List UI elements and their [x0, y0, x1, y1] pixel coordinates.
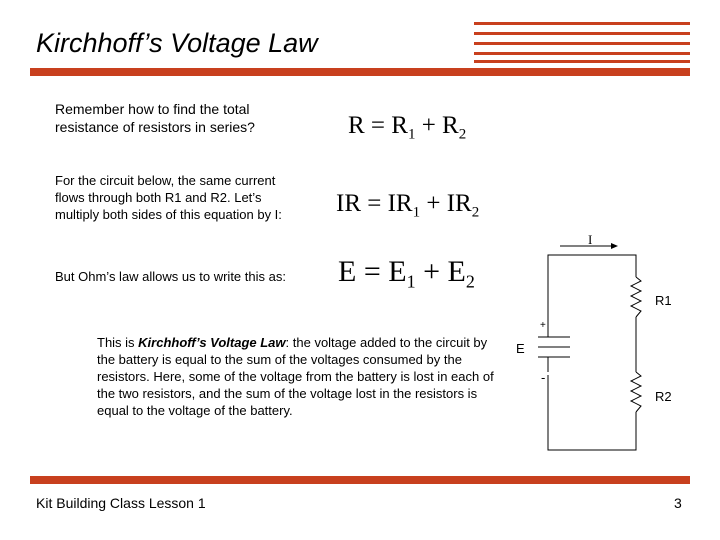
question-ohms-law: But Ohm’s law allows us to write this as: — [55, 269, 286, 284]
page-number: 3 — [674, 495, 682, 511]
explanation-paragraph: This is Kirchhoff’s Voltage Law: the voltage added to the circuit by the battery is equal to the sum of the voltages consumed by the resistors. Here, some of the voltage from the battery is lost in each of the two resistors, and the sum of the voltage lost in the resistors is equal to the voltage of the battery. — [97, 335, 494, 418]
battery-plus-label: + — [540, 320, 546, 331]
question-multiply-current: For the circuit below, the same current flows through both R1 and R2. Let’s multiply both sides of this equation by I: — [55, 173, 282, 222]
footer-rule — [30, 476, 690, 484]
equation-series-resistance: $R = R_1 + R_2$ — [348, 112, 467, 143]
battery-minus-label: - — [541, 370, 546, 385]
resistor-r1 — [631, 277, 641, 317]
equation-multiply-current: IR = $IR_1 + IR_2$ — [336, 190, 480, 221]
equation-voltage-law: $E = E_1 + E_2$ — [338, 255, 475, 292]
battery-label: E — [516, 341, 525, 356]
r2-label: R2 — [655, 389, 672, 404]
question-series-resistance: Remember how to find the total resistance of resistors in series? — [55, 101, 255, 135]
footer-text: Kit Building Class Lesson 1 — [36, 495, 206, 511]
circuit-wire — [548, 375, 636, 450]
resistor-r2 — [631, 372, 641, 412]
title-rule — [30, 68, 690, 76]
current-label: I — [588, 232, 593, 247]
r1-label: R1 — [655, 293, 672, 308]
circuit-diagram — [500, 225, 700, 465]
current-arrowhead — [611, 243, 618, 249]
slide-title: Kirchhoff’s Voltage Law — [36, 28, 318, 58]
